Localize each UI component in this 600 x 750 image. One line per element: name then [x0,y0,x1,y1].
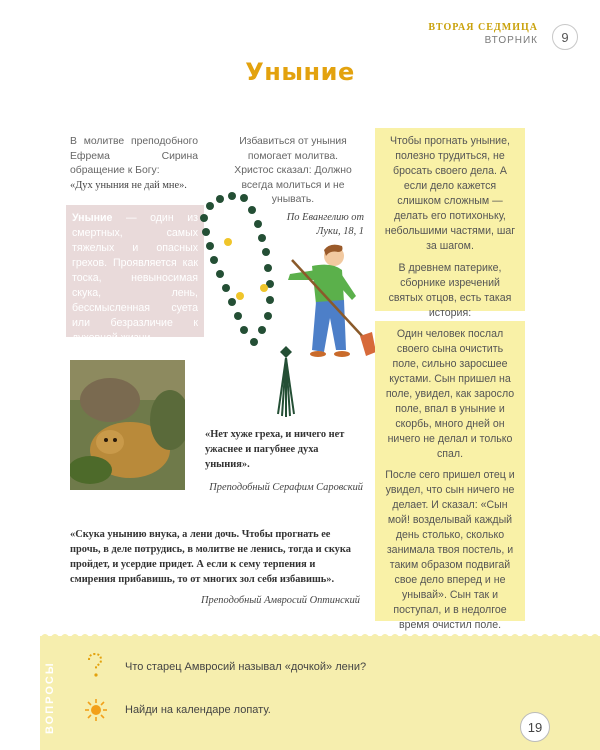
story-part2: После сего пришел отец и увидел, что сын ничего не делает. И сказал: «Сын мой! возделывай каждый день столько, сколько занимала твоя постель, и таким образом подвигай свое дело вперед и не унывай». Сын так и поступал, и в недолгое время очистил поле. [385,469,515,631]
prayer-help-line1: Избавиться от уныния помогает молитва. [239,136,347,162]
advice-text: Чтобы прогнать уныние, полезно трудиться, не бросать своего дела. А если дело кажется слишком сложным — делать его потихоньку, небольшими частями, шаг за шагом. [384,135,516,252]
advice-box [375,128,525,319]
gospel-reference: По Евангелию от Луки, 18, 1 [286,212,364,237]
seraphim-quote: «Нет хуже греха, и ничего нет ужаснее и пагубнее духа уныния». [205,429,345,470]
seraphim-author: Преподобный Серафим Саровский [209,482,363,493]
patericon-intro: В древнем патерике, сборнике изречений святых отцов, есть такая история: [388,262,512,319]
page-header [428,22,538,46]
prayer-intro: В молитве преподобного Ефрема Сирина обращение к Богу: [70,136,198,176]
bear-cub-photo [70,360,185,490]
prayer-help-line2: Христос сказал: Должно всегда молиться и не унывать. [234,165,352,205]
sun-icon [84,698,108,722]
page-number-bottom: 19 [520,712,550,742]
ambrose-quote-block [70,527,360,608]
seraphim-quote-block [205,427,363,495]
definition-text: — один из смертных, самых тяжелых и опасных грехов. Проявляется как тоска, невыносимая скука, лень, бессмысленная суета или безразличие к духовной жизни. [72,212,198,344]
question-2: Найди на календаре лопату. [125,704,271,716]
day-label: ВТОРНИК [484,35,538,46]
questions-band [40,636,600,750]
prayer-quote: «Дух уныния не дай мне». [70,180,187,191]
ambrose-quote: «Скука унынию внука, а лени дочь. Чтобы прогнать ее прочь, в деле потрудись, в молитве не ленись, тогда и скука пройдет, и усердие придет. А если к сему терпения и смирения прибавишь, то от многих зол себя избавишь». [70,529,351,585]
questions-label: ВОПРОСЫ [44,661,56,734]
question-1: Что старец Амвросий называл «дочкой» лени? [125,661,367,673]
page-number-top: 9 [552,24,578,50]
page-title: Уныние [245,58,355,86]
story-part1: Один человек послал своего сына очистить поле, сильно заросшее кустами. Сын пришел на поле, увидел, как заросло поле, впал в уныние и скорбь, много дней он ничего не делал и только спал. [385,328,515,460]
story-box [375,321,525,631]
definition-box [66,205,204,344]
questions-side-label [40,638,54,748]
digging-man-illustration [272,240,377,370]
ambrose-author: Преподобный Амвросий Оптинский [201,595,360,606]
question-mark-icon [86,652,104,678]
scalloped-edge [40,630,600,638]
definition-term: Уныние [72,212,113,224]
week-label: ВТОРАЯ СЕДМИЦА [428,22,538,33]
